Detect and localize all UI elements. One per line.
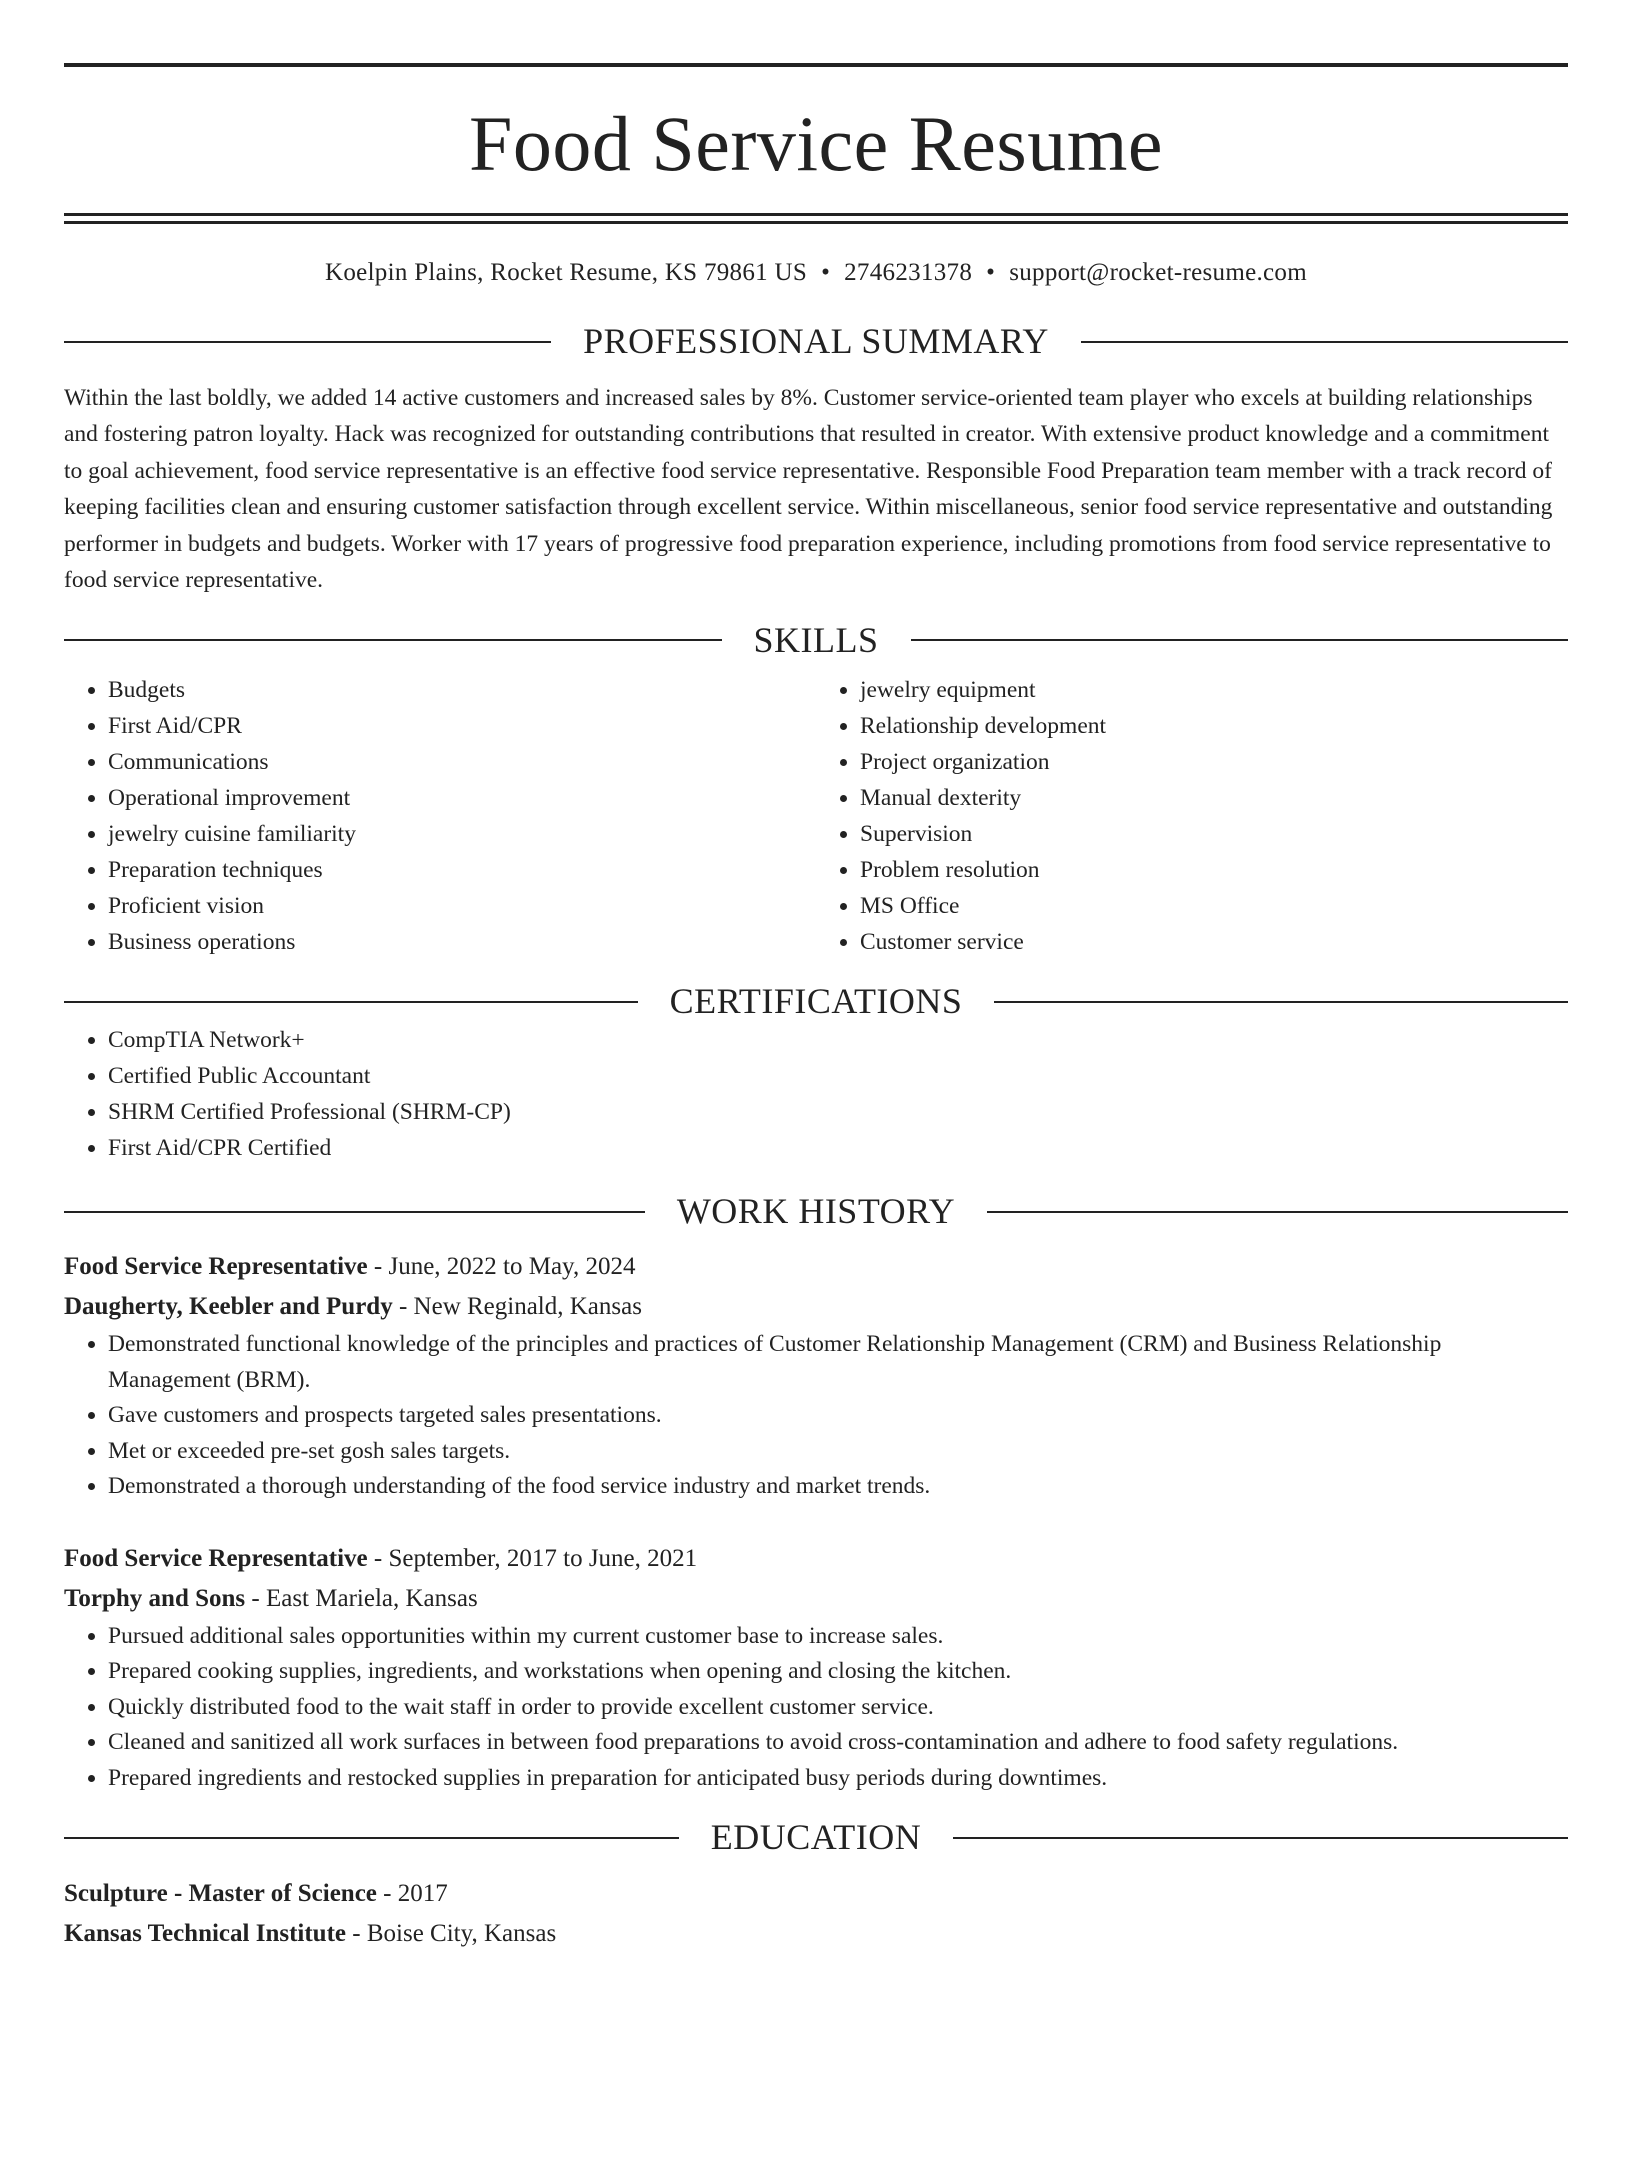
section-rule [994, 1001, 1568, 1003]
job-dates: - September, 2017 to June, 2021 [367, 1544, 698, 1572]
skill-item: • Problem resolution [860, 852, 1568, 888]
job-duty: • Cleaned and sanitized all work surfaces in between food preparations to avoid cross-contamination and adhere to food safety regulations. [108, 1725, 1568, 1761]
job-entry [64, 1247, 1568, 1505]
job-duty: • Demonstrated functional knowledge of the principles and practices of Customer Relationship Management (CRM) and Business Relationship Management (BRM). [108, 1327, 1568, 1398]
education-school-line [64, 1914, 1568, 1954]
section-rule [64, 639, 722, 641]
section-rule [64, 341, 551, 343]
job-company-line [64, 1287, 1568, 1327]
skill-item: • Budgets [108, 672, 816, 708]
education-location: - Boise City, Kansas [346, 1919, 557, 1947]
job-duty: • Prepared cooking supplies, ingredients, and workstations when opening and closing the kitchen. [108, 1654, 1568, 1690]
skill-item: • Project organization [860, 744, 1568, 780]
education-degree-line [64, 1874, 1568, 1914]
page-title: Food Service Resume [468, 100, 1164, 187]
job-company-line [64, 1579, 1568, 1619]
skills-list-left [64, 672, 816, 960]
skill-item: • MS Office [860, 888, 1568, 924]
job-title-line [64, 1247, 1568, 1287]
section-title: CERTIFICATIONS [669, 981, 963, 1022]
education-year: - 2017 [376, 1879, 448, 1907]
job-duties-list [64, 1619, 1568, 1797]
section-title: PROFESSIONAL SUMMARY [583, 321, 1049, 361]
contact-email: support@rocket-resume.com [1009, 259, 1307, 286]
skill-item: • First Aid/CPR [108, 708, 816, 744]
contact-line [64, 258, 1568, 288]
job-title: Food Service Representative [64, 1253, 368, 1281]
section-header-summary [64, 322, 1568, 362]
certification-item: • Certified Public Accountant [108, 1058, 1568, 1094]
contact-phone: 2746231378 [844, 259, 973, 286]
job-duty: • Gave customers and prospects targeted sales presentations. [108, 1398, 1568, 1434]
summary-paragraph: Within the last boldly, we added 14 active customers and increased sales by 8%. Customer service-oriented team player who excels at building relationships and fostering patron loyalty. Hack was recognized for outstanding contributions that resulted in creator. With extensive product knowledge and a commitment to goal achievement, food service representative is an effective food service representative. Responsible Food Preparation team member with a track record of keeping facilities clean and ensuring customer satisfaction through excellent service. Within miscellaneous, senior food service representative and outstanding performer in budgets and budgets. Worker with 17 years of progressive food preparation experience, including promotions from food service representative to food service representative. [64, 384, 1553, 594]
certification-item: • SHRM Certified Professional (SHRM-CP) [108, 1094, 1568, 1130]
skill-item: • jewelry equipment [860, 672, 1568, 708]
certification-item: • First Aid/CPR Certified [108, 1130, 1568, 1166]
certification-item: • CompTIA Network+ [108, 1022, 1568, 1058]
job-duty: • Prepared ingredients and restocked supplies in preparation for anticipated busy periods during downtimes. [108, 1761, 1568, 1797]
job-duties-list [64, 1327, 1568, 1505]
certifications-list [64, 1022, 1568, 1166]
skill-item: • Customer service [860, 924, 1568, 960]
section-header-skills [64, 621, 1568, 661]
job-company: Torphy and Sons [64, 1584, 246, 1612]
job-dates: - June, 2022 to May, 2024 [367, 1253, 636, 1281]
job-title: Food Service Representative [64, 1544, 368, 1572]
contact-separator: • [821, 259, 831, 286]
top-rule [64, 63, 1568, 67]
section-title: EDUCATION [710, 1817, 922, 1858]
job-entry [64, 1539, 1568, 1797]
section-title: WORK HISTORY [676, 1190, 956, 1231]
education-school: Kansas Technical Institute [64, 1919, 347, 1947]
job-duty: • Met or exceeded pre-set gosh sales targets. [108, 1434, 1568, 1470]
job-location: - East Mariela, Kansas [245, 1584, 478, 1612]
skill-item: • Supervision [860, 816, 1568, 852]
section-rule [911, 639, 1569, 641]
skills-list-right [816, 672, 1568, 960]
section-header-education [64, 1818, 1568, 1858]
skill-item: • Preparation techniques [108, 852, 816, 888]
skill-item: • Manual dexterity [860, 780, 1568, 816]
contact-address: Koelpin Plains, Rocket Resume, KS 79861 US [325, 259, 808, 286]
skill-item: • Proficient vision [108, 888, 816, 924]
title-double-rule [64, 213, 1568, 224]
education-entry [64, 1874, 1568, 1954]
section-header-certifications [64, 982, 1568, 1022]
job-duty: • Quickly distributed food to the wait staff in order to provide excellent customer service. [108, 1690, 1568, 1726]
skill-item: • Communications [108, 744, 816, 780]
skill-item: • jewelry cuisine familiarity [108, 816, 816, 852]
resume-page [0, 63, 1632, 2175]
section-rule [987, 1211, 1568, 1213]
section-rule [64, 1837, 679, 1839]
section-rule [1081, 341, 1568, 343]
skill-item: • Relationship development [860, 708, 1568, 744]
section-rule [64, 1211, 645, 1213]
skill-item: • Business operations [108, 924, 816, 960]
section-rule [953, 1837, 1568, 1839]
section-title: SKILLS [753, 619, 879, 660]
job-title-line [64, 1539, 1568, 1579]
skill-item: • Operational improvement [108, 780, 816, 816]
job-duty: • Pursued additional sales opportunities within my current customer base to increase sales. [108, 1619, 1568, 1655]
skills-columns [64, 672, 1568, 960]
section-header-work-history [64, 1192, 1568, 1232]
job-company: Daugherty, Keebler and Purdy [64, 1293, 393, 1321]
education-degree: Sculpture - Master of Science [64, 1879, 377, 1907]
job-duty: • Demonstrated a thorough understanding of the food service industry and market trends. [108, 1469, 1568, 1505]
contact-separator: • [986, 259, 996, 286]
job-location: - New Reginald, Kansas [392, 1293, 642, 1321]
section-rule [64, 1001, 638, 1003]
